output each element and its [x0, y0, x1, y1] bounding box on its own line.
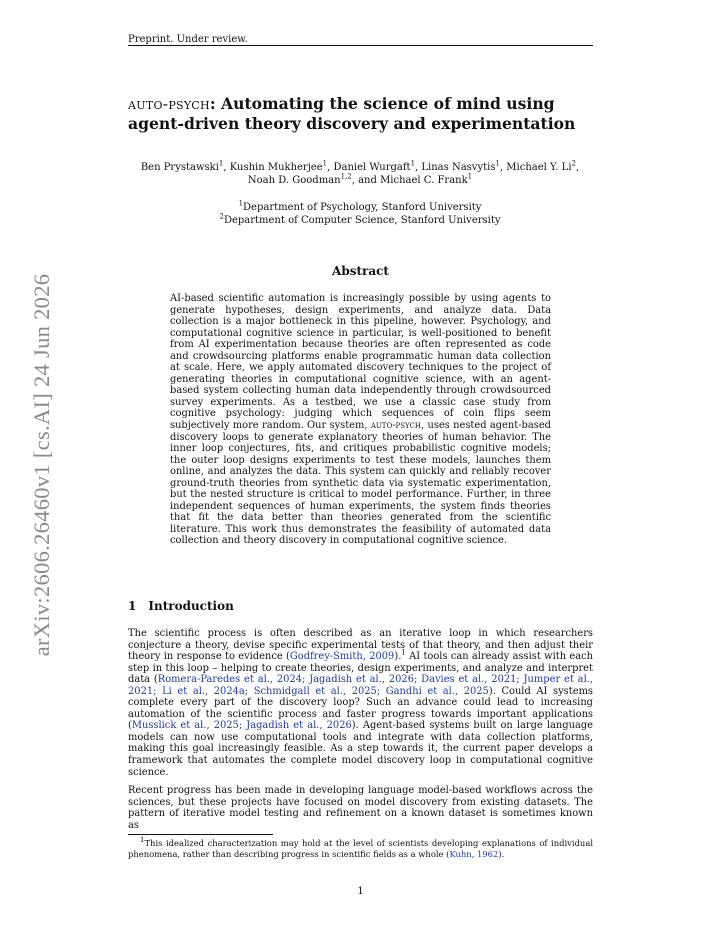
author: Daniel Wurgaft$^1$,: [333, 159, 422, 173]
header-rule: [128, 45, 593, 46]
author: Michael Y. Li$^2$,: [506, 159, 580, 173]
author: Kushin Mukherjee$^1$,: [229, 159, 334, 173]
running-header: Preprint. Under review.: [128, 34, 248, 45]
abstract-system-name: auto-psych: [370, 420, 422, 432]
citation-link[interactable]: Godfrey-Smith, 2009: [289, 651, 395, 663]
abstract-body: AI-based scientific automation is increasingly possible by using agents to generate hypotheses, design experiments, and analyze data. Data collection is a major bottleneck in this pipeline, however. Psychology, and computational cognitive science in particular, is well-positioned to benefit from AI experimentation because theories are often represented as code and crowdsourcing platforms enable programmatic human data collection at scale. Here, we apply automated discovery techniques to the project of generating theories in computational cognitive science, with an agent-based system collecting human data independently through crowdsourced survey experiments. As a testbed, we use a classic case study from cognitive psychology: judging which sequences of coin flips seem subjectively more random. Our system, auto-psych, uses nested agent-based discovery loops to generate explanatory theories of human behavior. The inner loop conjectures, fits, and critiques probabilistic cognitive models; the outer loop designs experiments to test these models, launches them online, and analyzes the data. This system can quickly and reliably recover ground-truth theories from synthetic data via systematic experimentation, but the nested structure is critical to model performance. Further, in three independent sequences of human experiments, the system finds theories that fit the data better than theories generated from the scientific literature. This work thus demonstrates the feasibility of automated data collection and theory discovery in computational cognitive science.: [170, 293, 551, 547]
author: Noah D. Goodman$^{1,2}$, and: [247, 172, 381, 186]
section-number: 1: [128, 599, 137, 613]
author: Michael C. Frank$^1$: [380, 172, 473, 186]
author: Ben Prystawski$^1$,: [140, 159, 230, 173]
intro-paragraph-2: Recent progress has been made in developing language model-based workflows across the sciences, but these projects have focused on model discovery from existing datasets. The pattern of iterative model testing and refinement on a known dataset is sometimes known as: [128, 785, 593, 831]
citation-link[interactable]: Kuhn, 1962: [449, 848, 499, 859]
author-line-1: [122, 161, 598, 174]
abstract-heading: Abstract: [332, 264, 389, 278]
page-number: 1: [357, 886, 364, 897]
title-rest: : Automating the science of mind using agent-driven theory discovery and experimentation: [128, 94, 576, 133]
author-list: [122, 161, 598, 187]
intro-paragraph-1: The scientific process is often described as an iterative loop in which researchers conjecture a theory, devise specific experimental tests of that theory, and then adjust their theory in response to evidence (Godfrey-Smith, 2009).$^1$ AI tools can already assist with each step in this loop – helping to create theories, design experiments, and analyze and interpret data (Romera-Paredes et al., 2024; Jagadish et al., 2026; Davies et al., 2021; Jumper et al., 2021; Li et al., 2024a; Schmidgall et al., 2025; Gandhi et al., 2025). Could AI systems complete every part of the discovery loop? Such an advance could lead to increasing automation of the scientific process and faster progress towards important applications (Musslick et al., 2025; Jagadish et al., 2026). Agent-based systems built on large language models can now use computational tools and integrate with data collection platforms, making this goal increasingly feasible. As a step towards it, the current paper develops a framework that automates the complete model discovery loop in computational cognitive science.: [128, 628, 594, 778]
section-heading: [128, 599, 234, 613]
footnote-rule: [128, 834, 273, 835]
footnote-number: 1: [140, 836, 145, 845]
citation-link[interactable]: Musslick et al., 2025; Jagadish et al., 2026: [131, 720, 352, 732]
author-line-2: [122, 174, 598, 187]
affiliations: [122, 201, 598, 227]
paper-title: [128, 94, 598, 134]
title-system-name: auto-psych: [128, 95, 210, 113]
arxiv-stamp-text: arXiv:2606.26460v1 [cs.AI] 24 Jun 2026: [29, 273, 54, 657]
footnote-marker[interactable]: 1: [401, 648, 406, 657]
author: Linas Nasvytis$^1$,: [421, 159, 507, 173]
section-title: Introduction: [148, 599, 234, 613]
affiliation: $^1$Department of Psychology, Stanford University: [238, 199, 482, 213]
affiliation: $^2$Department of Computer Science, Stanford University: [219, 212, 501, 226]
footnote: $^1$This idealized characterization may hold at the level of scientists developing explanations of individual phenomena, rather than describing progress in scientific fields as a whole (Kuhn, 1962).: [128, 836, 593, 859]
citation-link[interactable]: Romera-Paredes et al., 2024; Jagadish et al., 2026; Davies et al., 2021; Jumper et al., 2021; Li et al., 2024a; Schmidgall et al., 2025; Gandhi et al., 2025: [128, 674, 594, 697]
